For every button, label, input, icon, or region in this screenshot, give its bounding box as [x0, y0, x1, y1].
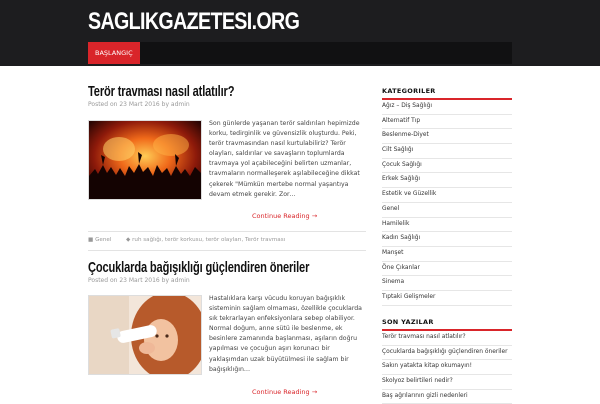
tag-links[interactable]: ruh sağlığı, terör korkusu, terör olayları, Terör travması [132, 237, 286, 243]
site-header [0, 0, 600, 66]
post-excerpt: Hastalıklara karşı vücudu koruyan bağışıklık sisteminin sağlam olmaması, özellikle çocuklarda sık tekrarlayan enfeksiyonlara sebep olabiliyor. Normal doğum, anne sütü ile beslenme, ek besinlere zamanında başlanması, aşıların doğru yapılması ve çocuğun aşırı korunacı bir yaklaşımdan uzak büyütülmesi ile sağlam bir bağışıklığın… [209, 295, 362, 373]
recent-post-item[interactable]: Terör travması nasıl atlatılır? [382, 331, 512, 346]
site-title[interactable]: SAGLIKGAZETESI.ORG [88, 8, 300, 35]
category-link[interactable]: Genel [95, 237, 112, 243]
category-item[interactable]: Estetik ve Güzellik [382, 188, 512, 203]
category-item[interactable]: Sinema [382, 276, 512, 291]
post-title[interactable]: Terör travması nasıl atlatılır? [88, 83, 235, 100]
category-item[interactable]: Hamilelik [382, 218, 512, 233]
recent-posts-list [382, 331, 512, 404]
categories-widget-title: KATEGORILER [382, 87, 436, 95]
post-tags [126, 237, 285, 243]
category-item[interactable]: Genel [382, 203, 512, 218]
category-item[interactable]: Öne Çıkanlar [382, 262, 512, 277]
category-item[interactable]: Erkek Sağlığı [382, 173, 512, 188]
recent-post-item[interactable]: Baş ağrılarının gizli nedenleri [382, 390, 512, 404]
categories-list [382, 100, 512, 306]
read-more-link[interactable]: Continue Reading → [252, 388, 318, 396]
protest-fire-image [89, 121, 201, 199]
read-more-link[interactable]: Continue Reading → [252, 212, 318, 220]
category-item[interactable]: Çocuk Sağlığı [382, 159, 512, 174]
recent-post-item[interactable]: Çocuklarda bağışıklığı güçlendiren öneriler [382, 346, 512, 361]
category-item[interactable]: Beslenme-Diyet [382, 129, 512, 144]
recent-posts-widget-title: SON YAZILAR [382, 318, 434, 326]
post-meta: Posted on 23 Mart 2016 by admin [88, 277, 190, 284]
post-footer [88, 231, 366, 251]
post-thumbnail-child[interactable] [88, 295, 202, 375]
post-category [88, 237, 111, 243]
category-item[interactable]: Kadın Sağlığı [382, 232, 512, 247]
main-navigation [88, 42, 512, 64]
category-item[interactable]: Tıptaki Gelişmeler [382, 291, 512, 306]
category-item[interactable]: Alternatif Tıp [382, 115, 512, 130]
post-title[interactable]: Çocuklarda bağışıklığı güçlendiren öneriler [88, 259, 310, 276]
folder-icon: ■ [88, 237, 94, 243]
post-thumbnail-protest[interactable] [88, 120, 202, 200]
tag-icon: ◆ [126, 237, 131, 243]
category-item[interactable]: Cilt Sağlığı [382, 144, 512, 159]
category-item[interactable]: Ağız – Diş Sağlığı [382, 100, 512, 115]
recent-post-item[interactable]: Sakın yatakta kitap okumayın! [382, 360, 512, 375]
post-meta: Posted on 23 Mart 2016 by admin [88, 101, 190, 108]
child-drinking-image [89, 296, 201, 374]
category-item[interactable]: Manşet [382, 247, 512, 262]
nav-item-home[interactable]: BAŞLANGIÇ [88, 42, 140, 64]
post-excerpt: Son günlerde yaşanan terör saldırıları hepimizde korku, tedirginlik ve güvensizlik oluşturdu. Peki, terör travmasından nasıl kurtulabiliriz? Terör olayları, saldırılar ve savaşların toplumlarda travmaya yol açabileceğini belirten uzmanlar, travmaların normalleşerek aşılabileceğine dikkat çekerek "Mümkün mertebe normal yaşantıya devam etmek gerekir. Zor… [209, 120, 360, 198]
recent-post-item[interactable]: Skolyoz belirtileri nedir? [382, 375, 512, 390]
